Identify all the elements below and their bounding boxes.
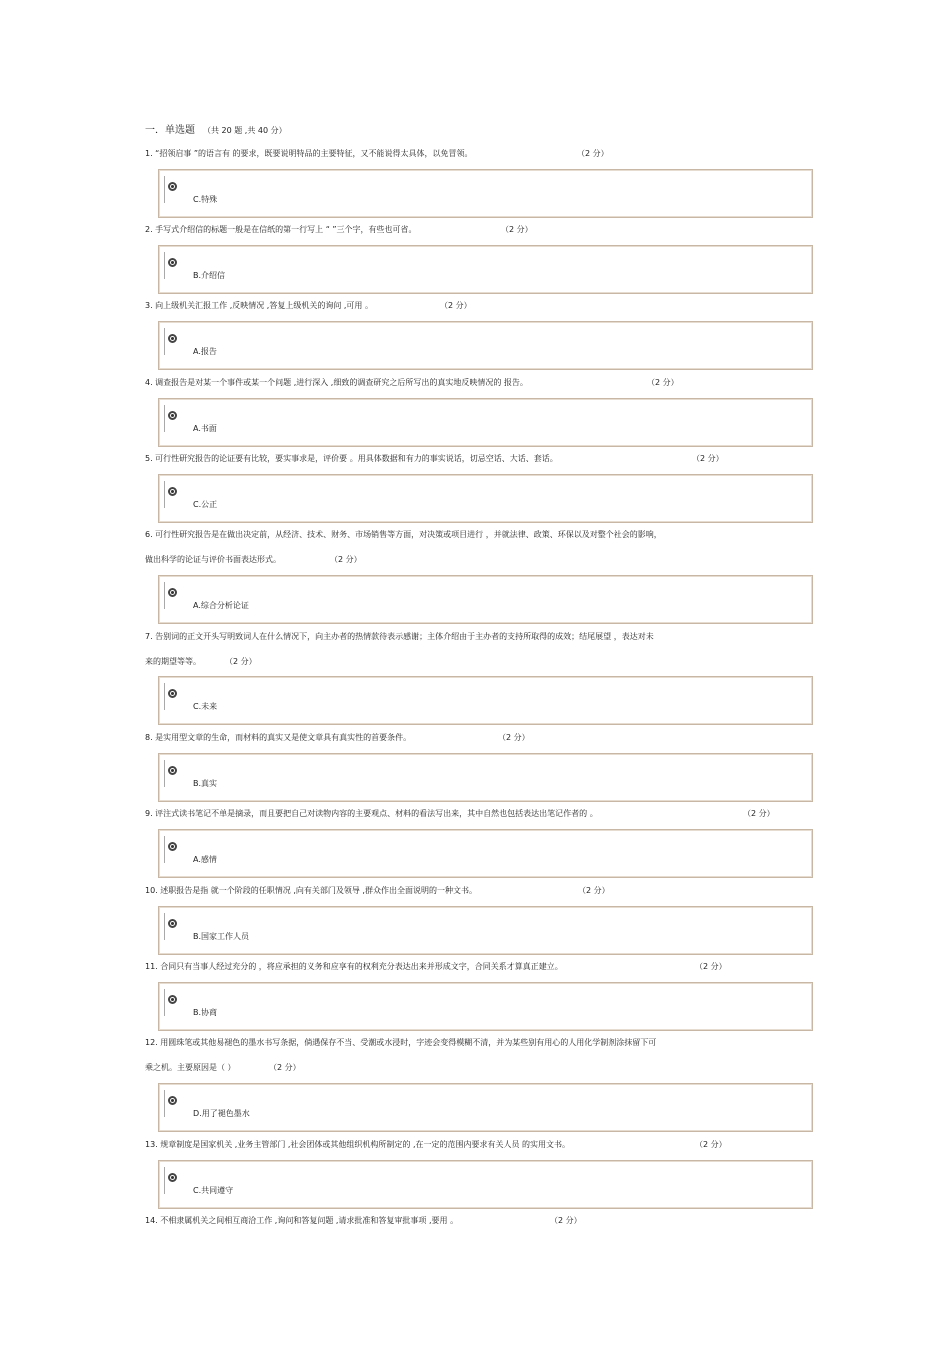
radio-selected-icon[interactable] <box>168 1173 177 1182</box>
question-4 <box>145 378 679 388</box>
radio-selected-icon[interactable] <box>168 258 177 267</box>
radio-selected-icon[interactable] <box>168 411 177 420</box>
radio-selected-icon[interactable] <box>168 487 177 496</box>
answer-box-6[interactable] <box>158 575 813 624</box>
question-2 <box>145 225 533 235</box>
answer-option: C.特殊 <box>193 195 218 204</box>
section-title-text: 一．单选题 <box>145 125 195 136</box>
question-text-continued: 来的期望等等。 <box>145 657 201 666</box>
question-10 <box>145 886 610 896</box>
question-3 <box>145 301 472 311</box>
answer-option: A.书面 <box>193 424 217 433</box>
question-text: 10. 述职报告是指 就一个阶段的任职情况 ,向有关部门及领导 ,群众作出全面说明的一种文书。 <box>145 886 477 895</box>
question-points: （2 分） <box>440 301 472 310</box>
radio-selected-icon[interactable] <box>168 182 177 191</box>
question-text: 13. 规章制度是国家机关 ,业务主管部门 ,社会团体或其他组织机构所制定的 ,在一定的范围内要求有关人员 的实用文书。 <box>145 1140 571 1149</box>
question-points: （2 分） <box>225 657 257 666</box>
question-text: 3. 向上级机关汇报工作 ,反映情况 ,答复上级机关的询问 ,可用 。 <box>145 301 373 310</box>
radio-selected-icon[interactable] <box>168 995 177 1004</box>
question-points: （2 分） <box>501 225 533 234</box>
question-text: 2. 手写式介绍信的标题一般是在信纸的第一行写上 “ ”三个字，有些也可省。 <box>145 225 417 234</box>
answer-option: B.真实 <box>193 779 218 788</box>
question-points: （2 分） <box>695 962 727 971</box>
section-title <box>145 121 287 136</box>
answer-divider <box>164 989 165 1016</box>
answer-option: D.用了褪色墨水 <box>193 1109 250 1118</box>
answer-divider <box>164 481 165 508</box>
answer-divider <box>164 913 165 940</box>
question-points: （2 分） <box>695 1140 727 1149</box>
question-text-line2 <box>145 555 362 565</box>
answer-box-5[interactable] <box>158 474 813 523</box>
radio-selected-icon[interactable] <box>168 766 177 775</box>
question-1 <box>145 149 609 159</box>
answer-box-11[interactable] <box>158 982 813 1031</box>
answer-divider <box>164 176 165 203</box>
question-14 <box>145 1216 582 1226</box>
radio-selected-icon[interactable] <box>168 588 177 597</box>
radio-selected-icon[interactable] <box>168 919 177 928</box>
answer-box-1[interactable] <box>158 169 813 218</box>
answer-option: C.共同遵守 <box>193 1186 234 1195</box>
question-points: （2 分） <box>647 378 679 387</box>
section-subtitle: （共 20 题 ,共 40 分） <box>203 126 287 135</box>
answer-box-12[interactable] <box>158 1083 813 1132</box>
question-text: 8. 是实用型文章的生命，而材料的真实又是使文章具有真实性的首要条件。 <box>145 733 412 742</box>
answer-divider <box>164 582 165 609</box>
answer-divider <box>164 328 165 355</box>
answer-divider <box>164 1090 165 1117</box>
answer-box-13[interactable] <box>158 1160 813 1209</box>
question-text: 7. 告别词的正文开头写明致词人在什么情况下，向主办者的热情款待表示感谢；主体介绍由于主办者的支持所取得的成效；结尾展望 ，表达对未 <box>145 632 654 641</box>
question-text-line2 <box>145 1063 301 1073</box>
question-9 <box>145 809 775 819</box>
question-text: 6. 可行性研究报告是在做出决定前，从经济、技术、财务、市场销售等方面，对决策或项目进行 ，并就法律、政策、环保以及对整个社会的影响， <box>145 530 662 539</box>
question-text: 1. “招领启事 ”的语言有 的要求，既要说明特品的主要特征，又不能说得太具体，以免冒领。 <box>145 149 473 158</box>
question-points: （2 分） <box>498 733 530 742</box>
question-points: （2 分） <box>578 886 610 895</box>
answer-option: C.未来 <box>193 702 218 711</box>
question-text-line2 <box>145 657 257 667</box>
answer-box-7[interactable] <box>158 676 813 725</box>
answer-divider <box>164 683 165 710</box>
question-text: 11. 合同只有当事人经过充分的 ，将应承担的义务和应享有的权利充分表达出来并形成文字，合同关系才算真正建立。 <box>145 962 563 971</box>
answer-divider <box>164 1167 165 1194</box>
radio-selected-icon[interactable] <box>168 689 177 698</box>
answer-box-2[interactable] <box>158 245 813 294</box>
answer-divider <box>164 252 165 279</box>
question-12 <box>145 1038 657 1072</box>
answer-divider <box>164 836 165 863</box>
question-text-continued: 做出科学的论证与评价书面表达形式。 <box>145 555 281 564</box>
question-8 <box>145 733 530 743</box>
answer-divider <box>164 405 165 432</box>
question-points: （2 分） <box>330 555 362 564</box>
radio-selected-icon[interactable] <box>168 334 177 343</box>
answer-option: B.协商 <box>193 1008 218 1017</box>
answer-divider <box>164 760 165 787</box>
question-points: （2 分） <box>577 149 609 158</box>
question-text: 9. 评注式读书笔记不单是摘录，而且要把自己对读物内容的主要观点、材料的看法写出来，其中自然也包括表达出笔记作者的 。 <box>145 809 598 818</box>
question-13 <box>145 1140 727 1150</box>
answer-option: A.感情 <box>193 855 217 864</box>
answer-box-3[interactable] <box>158 321 813 370</box>
answer-option: B.国家工作人员 <box>193 932 250 941</box>
answer-option: B.介绍信 <box>193 271 226 280</box>
question-6 <box>145 530 662 564</box>
question-text: 12. 用圆珠笔或其他易褪色的墨水书写条据，倘遇保存不当、受潮或水浸时，字迹会变得模糊不清，并为某些别有用心的人用化学制剂涂抹留下可 <box>145 1038 657 1047</box>
radio-selected-icon[interactable] <box>168 842 177 851</box>
answer-option: C.公正 <box>193 500 218 509</box>
answer-box-4[interactable] <box>158 398 813 447</box>
question-text-continued: 乘之机。主要原因是（ ） <box>145 1063 236 1072</box>
question-points: （2 分） <box>269 1063 301 1072</box>
question-5 <box>145 454 724 464</box>
question-text: 14. 不相隶属机关之间相互商洽工作 ,询问和答复问题 ,请求批准和答复审批事项 ,要用 。 <box>145 1216 459 1225</box>
question-11 <box>145 962 727 972</box>
answer-option: A.综合分析论证 <box>193 601 249 610</box>
question-7 <box>145 632 654 666</box>
question-text: 5. 可行性研究报告的论证要有比较，要实事求是，评价要 。用具体数据和有力的事实说话，切忌空话、大话、套话。 <box>145 454 558 463</box>
answer-box-8[interactable] <box>158 753 813 802</box>
question-text: 4. 调查报告是对某一个事件或某一个问题 ,进行深入 ,细致的调查研究之后所写出的真实地反映情况的 报告。 <box>145 378 528 387</box>
question-points: （2 分） <box>743 809 775 818</box>
question-points: （2 分） <box>692 454 724 463</box>
answer-box-9[interactable] <box>158 829 813 878</box>
answer-option: A.报告 <box>193 347 217 356</box>
answer-box-10[interactable] <box>158 906 813 955</box>
radio-selected-icon[interactable] <box>168 1096 177 1105</box>
question-points: （2 分） <box>550 1216 582 1225</box>
